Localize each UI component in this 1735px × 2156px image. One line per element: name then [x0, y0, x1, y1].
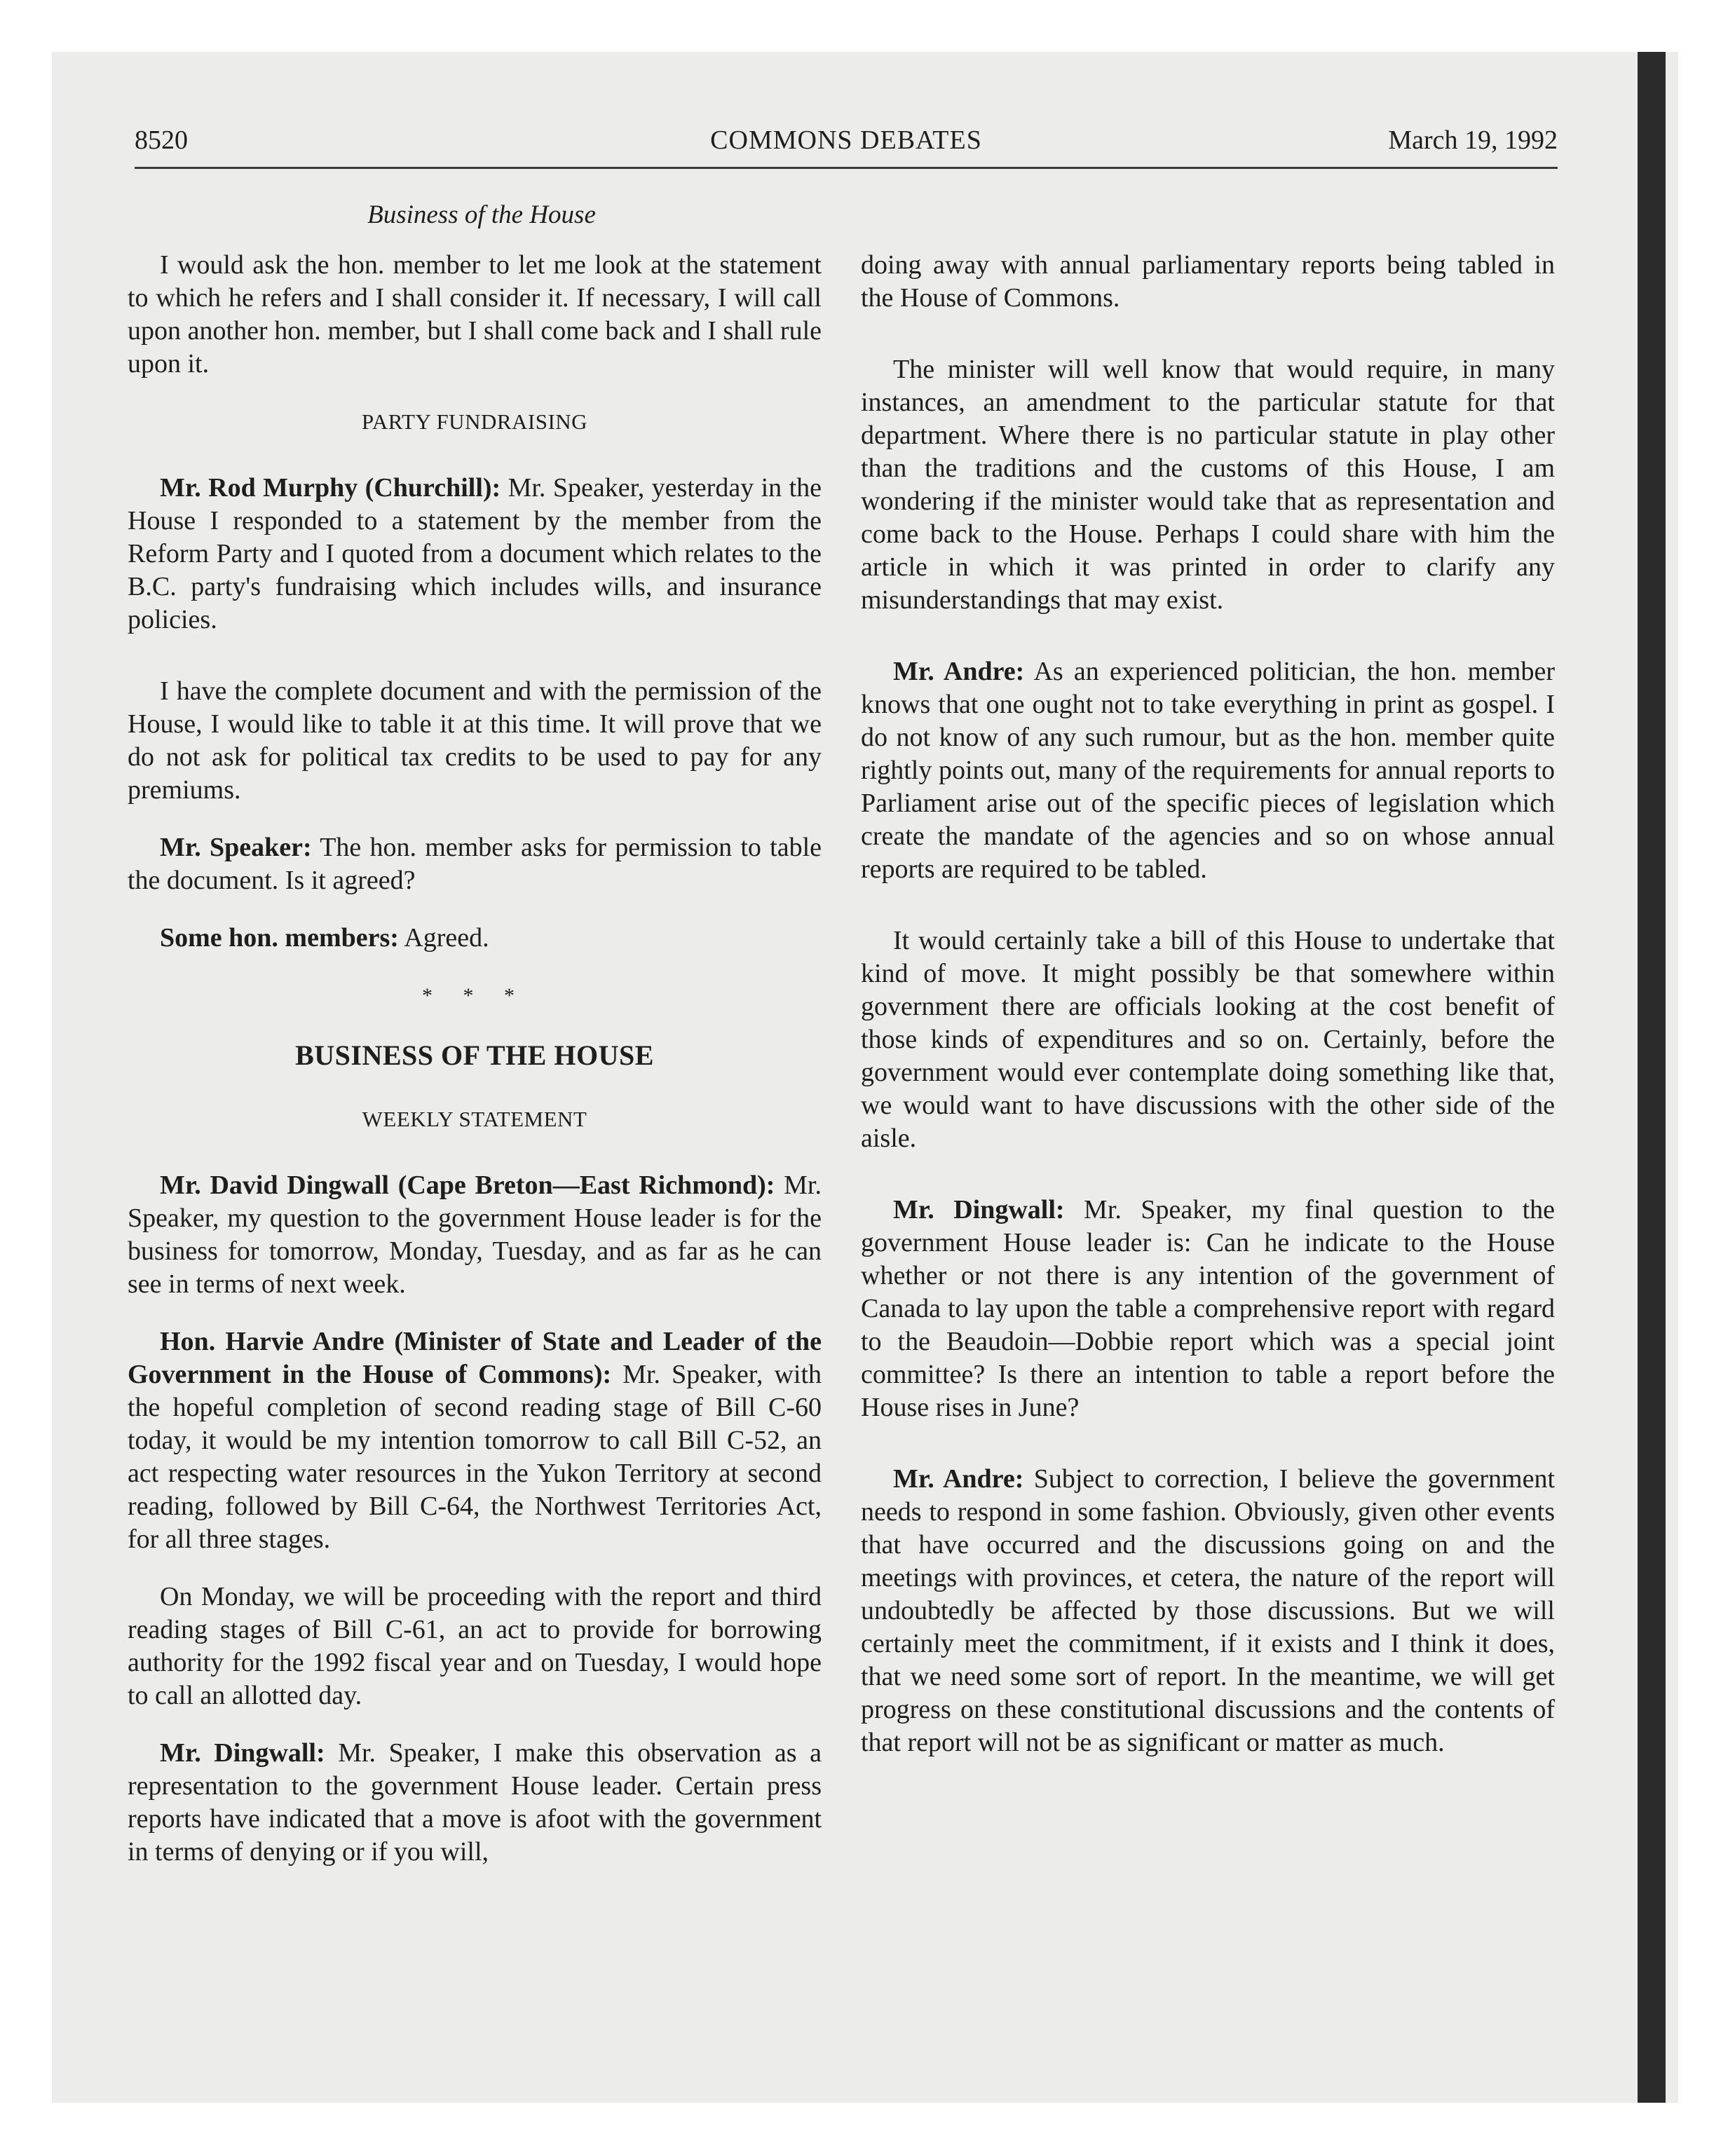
paragraph: doing away with annual parliamentary reports being tabled in the House of Commons.	[861, 250, 1555, 313]
speech-text: Mr. Speaker, yesterday in the House I responded to a statement by the member from the Reform Party and I quoted from a document which relates to the B.C. party's fundraising which includes wills, and insurance policies.	[128, 473, 822, 634]
speaker-name: Mr. Speaker:	[160, 833, 312, 862]
speech-text: Mr. Speaker, my question to the government House leader is for the business for tomorrow, Monday, Tuesday, and as far as he can see in terms of next week.	[128, 1171, 822, 1299]
paragraph: The minister will well know that would require, in many instances, an amendment to the particular statute for that department. Where there is no particular statute in play other than the traditions and the customs of this House, I am wondering if the minister would take that as representation and come back to the House. Perhaps I could share with him the article in which it was printed in order to clarify any misunderstandings that may exist.	[861, 355, 1555, 615]
speaker-name: Mr. Dingwall:	[160, 1738, 325, 1768]
binding-edge	[1638, 52, 1666, 2103]
paragraph	[128, 831, 822, 897]
section-divider: * * *	[422, 984, 527, 1007]
right-column	[861, 249, 1555, 1784]
speaker-name: Mr. Dingwall:	[893, 1195, 1065, 1224]
speech-text: Subject to correction, I believe the government needs to respond in some fashion. Obviously, given other events that have occurred and the discussions going on and the meetings with provinces, et cetera, the nature of the report will undoubtedly be affected by those discussions. But we will certainly meet the commitment, if it exists and I think it does, that we need some sort of report. In the meantime, we will get progress on these constitutional discussions and the contents of that report will not be as significant or matter as much.	[861, 1464, 1556, 1757]
subheading-party-fundraising: PARTY FUNDRAISING	[361, 409, 588, 434]
paragraph: It would certainly take a bill of this House to undertake that kind of move. It might possibly be that somewhere within government there are officials looking at the cost benefit of those kinds of expenditures and so on. Certainly, before the government would ever contemplate doing something like that, we would want to have discussions with the other side of the aisle.	[861, 926, 1555, 1153]
paragraph	[128, 472, 822, 636]
paragraph	[128, 1325, 822, 1556]
speech-text: Mr. Speaker, with the hopeful completion of second reading stage of Bill C-60 today, it would be my intention tomorrow to call Bill C-52, an act respecting water resources in the Yukon Territory at second reading, followed by Bill C-64, the Northwest Territories Act, for all three stages.	[128, 1360, 822, 1554]
page-number: 8520	[135, 125, 188, 155]
speaker-name: Mr. Rod Murphy (Churchill):	[160, 473, 501, 503]
paragraph	[861, 1194, 1555, 1424]
paragraph: I have the complete document and with the permission of the House, I would like to table it at this time. It will prove that we do not ask for political tax credits to be used to pay for any premiums.	[128, 676, 822, 805]
paragraph	[128, 1169, 822, 1301]
left-column	[128, 249, 822, 1893]
speech-text: Mr. Speaker, my final question to the government House leader is: Can he indicate to the House whether or not there is any intention of the government of Canada to lay upon the table a comprehensive report with regard to the Beaudoin—Dobbie report which was a special joint committee? Is there an intention to table a report before the House rises in June?	[861, 1195, 1555, 1422]
speech-text: As an experienced politician, the hon. member knows that one ought not to take everything in print as gospel. I do not know of any such rumour, but as the hon. member quite rightly points out, many of the requirements for annual reports to Parliament arise out of the specific pieces of legislation which create the mandate of the agencies and so on whose annual reports are required to be tabled.	[861, 657, 1555, 884]
publication-title: COMMONS DEBATES	[710, 125, 982, 155]
speech-text: The hon. member asks for permission to table the document. Is it agreed?	[128, 833, 822, 895]
paragraph	[861, 655, 1555, 886]
section-heading: Business of the House	[367, 200, 596, 229]
speech-text: Agreed.	[398, 923, 489, 953]
speaker-name: Hon. Harvie Andre (Minister of State and Leader of the Government in the House of Commons):	[128, 1327, 822, 1389]
paragraph: On Monday, we will be proceeding with the report and third reading stages of Bill C-61, an act to provide for borrowing authority for the 1992 fiscal year and on Tuesday, I would hope to call an allotted day.	[128, 1582, 822, 1710]
paragraph: I would ask the hon. member to let me look at the statement to which he refers and I shall consider it. If necessary, I will call upon another hon. member, but I shall come back and I shall rule upon it.	[128, 250, 822, 378]
speaker-name: Mr. David Dingwall (Cape Breton—East Richmond):	[160, 1171, 775, 1200]
speech-text: Mr. Speaker, I make this observation as a representation to the government House leader. Certain press reports have indicated that a move is afoot with the government in terms of denying or if you will,	[128, 1738, 822, 1867]
running-header	[135, 125, 1558, 169]
paragraph	[128, 1737, 822, 1869]
speaker-name: Mr. Andre:	[893, 657, 1025, 686]
speaker-name: Some hon. members:	[160, 923, 399, 953]
heading-business-of-the-house: BUSINESS OF THE HOUSE	[295, 1039, 654, 1071]
subheading-weekly-statement: WEEKLY STATEMENT	[362, 1107, 587, 1131]
publication-date: March 19, 1992	[1388, 125, 1558, 155]
speaker-name: Mr. Andre:	[893, 1464, 1024, 1494]
paragraph	[861, 1463, 1555, 1759]
paragraph	[128, 922, 822, 955]
